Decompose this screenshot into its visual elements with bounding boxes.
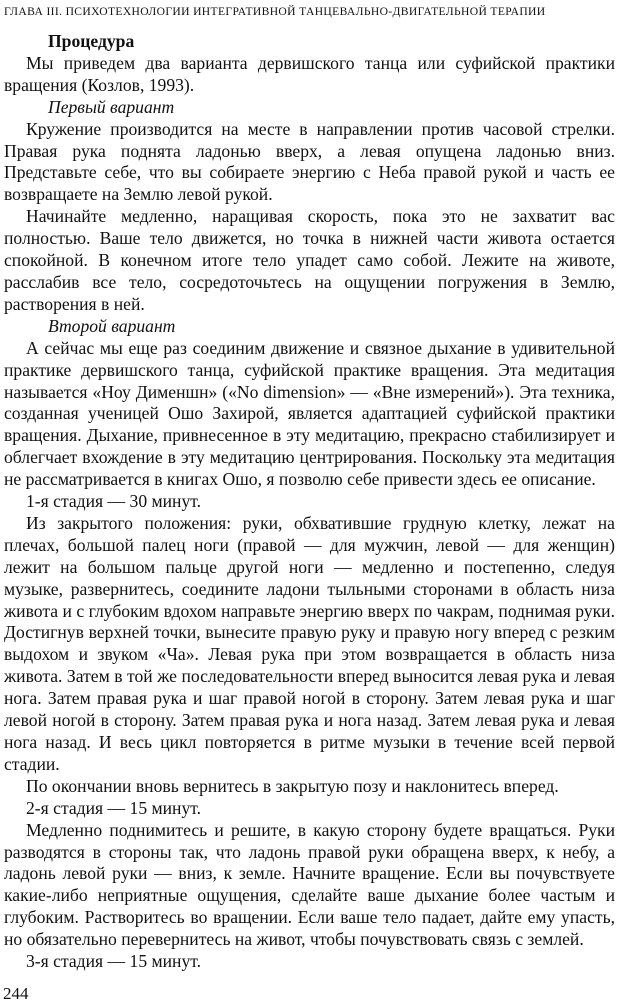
intro-paragraph: Мы приведем два варианта дервишского танца или суфийской практики вращения (Козлов, 1993). [4,52,615,95]
variant-2-title: Второй вариант [48,315,176,336]
variant-1-paragraph-1: Кружение производится на месте в направлении против часовой стрелки. Правая рука поднята ладонью вверх, а левая опущена ладонью вниз. Представьте себе, что вы собираете энергию с Неба правой рукой и часть ее возвращаете на Землю левой рукой. [4,118,615,205]
variant-1-title: Первый вариант [48,96,175,117]
variant-1-paragraph-2: Начинайте медленно, наращивая скорость, пока это не захватит вас полностью. Ваше тело движется, но точка в нижней части живота остается спокойной. В конечном итоге тело упадет само собой. Лежите на животе, расслабив все тело, сосредоточьтесь на ощущении погружения в Землю, растворения в ней. [4,206,615,314]
section-heading: Процедура [48,31,135,51]
stage-2-paragraph-1: Медленно поднимитесь и решите, в какую сторону будете вращаться. Руки разводятся в стороны так, что ладонь правой руки обращена вверх, к небу, а ладонь левой руки — вниз, к земле. Начните вращение. Если вы почувствуете какие-либо неприятные ощущения, сделайте ваше дыхание более частым и глубоким. Растворитесь во вращении. Если ваше тело падает, дайте ему упасть, но обязательно перевернитесь на живот, чтобы почувствовать связь с землей. [4,819,615,950]
running-header: ГЛАВА III. ПСИХОТЕХНОЛОГИИ ИНТЕГРАТИВНОЙ ТАНЦЕВАЛЬНО-ДВИГАТЕЛЬНОЙ ТЕРАПИИ [4,5,546,18]
variant-2-paragraph-1: А сейчас мы еще раз соединим движение и связное дыхание в удивительной практике дервишского танца, суфийской практике вращения. Эта медитация называется «Ноу Дименшн» («No dimension» — «Вне измерений»). Эта техника, созданная ученицей Ошо Захирой, является адаптацией суфийской практики вращения. Дыхание, привнесенное в эту медитацию, прекрасно стабилизирует и облегчает вхождение в эту медитацию центрирования. Поскольку эта медитация не рассматривается в книгах Ошо, я позволю себе привести здесь ее описание. [4,337,615,490]
stage-1-paragraph-2: По окончании вновь вернитесь в закрытую позу и наклонитесь вперед. [26,775,559,796]
page-number: 244 [3,984,29,1003]
stage-3-label: 3-я стадия — 15 минут. [26,951,202,972]
stage-1-paragraph-1: Из закрытого положения: руки, обхватившие грудную клетку, лежат на плечах, большой палец ноги (правой — для мужчин, левой — для женщин) лежит на большом пальце другой ноги — медленно и постепенно, следуя музыке, развернитесь, соедините ладони тыльными сторонами в область низа живота и с глубоким вдохом направьте энергию вверх по чакрам, поднимая руки. Достигнув верхней точки, вынесите правую руку и правую ногу вперед с резким выдохом и звуком «Ча». Левая рука при этом возвращается в область низа живота. Затем в той же последовательности вперед выносится левая рука и левая нога. Затем правая рука и шаг правой ногой в сторону. Затем левая рука и шаг левой ногой в сторону. Затем правая рука и нога назад. Затем левая рука и левая нога назад. И весь цикл повторяется в ритме музыки в течение всей первой стадии. [4,512,615,774]
body-text [4,31,615,973]
stage-2-label: 2-я стадия — 15 минут. [26,797,202,818]
stage-1-label: 1-я стадия — 30 минут. [26,491,202,512]
